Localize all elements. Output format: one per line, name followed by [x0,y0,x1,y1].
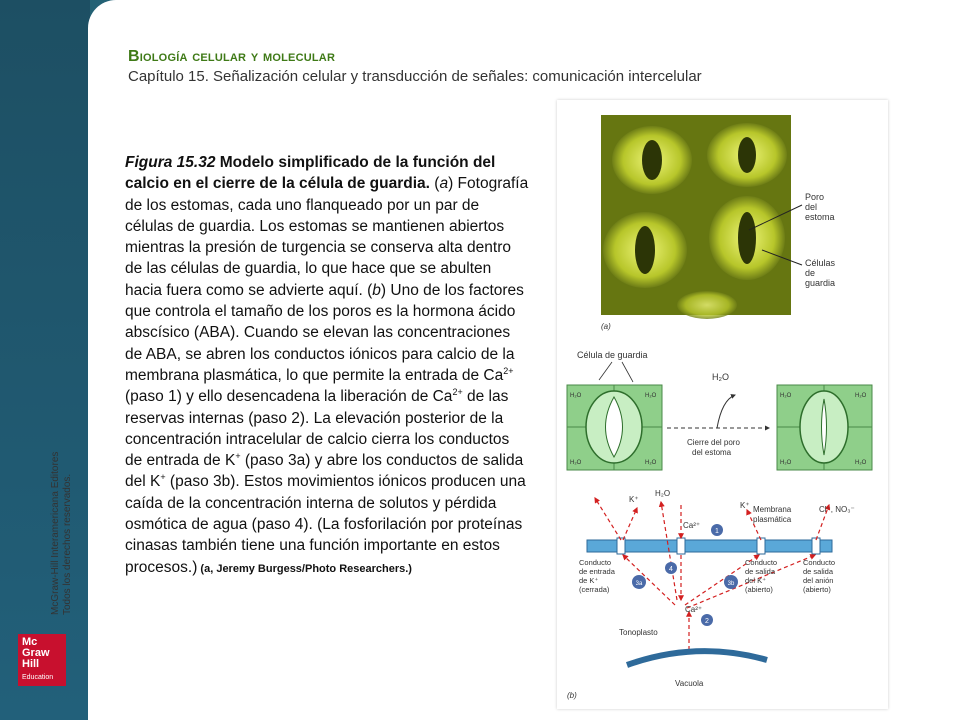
svg-text:de salida: de salida [803,567,834,576]
svg-text:del K⁺: del K⁺ [745,576,767,585]
label-cierre-poro: Cierre del poro [687,438,740,447]
svg-text:H₂O: H₂O [570,460,582,466]
label-tonoplasto: Tonoplasto [619,628,658,637]
svg-text:(abierto): (abierto) [803,585,831,594]
svg-text:de entrada: de entrada [579,567,615,576]
svg-text:del anión: del anión [803,576,834,585]
svg-text:H₂O: H₂O [780,460,792,466]
label-h2o-membrane: H₂O [655,489,671,498]
svg-text:de salida: de salida [745,567,776,576]
figure-caption: Figura 15.32 Modelo simplificado de la función del calcio en el cierre de la célula de guardia. (a) Fotografía de los estomas, cada uno flanqueado por un par de células de guardia. Los estomas se mantienen abiertos mientras la presión de turgencia se conserva alta dentro de las células de guardia, lo que hace que se abulten hacia fuera como se advierte aquí. (b) Uno de los factores que controla el tamaño de los poros es la hormona ácido abscísico (ABA). Cuando se elevan las concentraciones de ABA, se abren los conductos iónicos para calcio de la membrana plasmática, lo que permite la entrada de $Ca^{2+}$ (paso 1) y ello desencadena la liberación de $Ca^{2+}$ de las reservas internas (paso 2). La elevación posterior de la concentración intracelular de calcio cierra los conductos de entrada de K+ (paso 3a) y abre los conductos de salida del K+ (paso 3b). Estos movimientos iónicos producen una caída de la concentración interna de solutos y pérdida osmótica de agua (paso 4). (La fosforilación por proteínas cinasas también tiene una función importante en estos procesos.) (a, Jeremy Burgess/Photo Researchers.) [125,154,529,576]
label-celulas: Células [805,258,836,268]
panel-a-label: (a) [601,322,611,331]
label-ca-entry: Ca²⁺ [683,521,701,530]
svg-text:1: 1 [715,528,719,535]
label-ca-internal: Ca²⁺ [685,605,703,614]
publisher-vertical [50,395,74,615]
svg-text:estoma: estoma [805,212,835,222]
label-poro: Poro [805,192,825,202]
svg-text:3a: 3a [635,581,643,587]
svg-text:H₂O: H₂O [855,460,867,466]
svg-text:de: de [805,268,816,278]
mcgraw-hill-logo: Mc Graw Hill Education [18,634,66,686]
tonoplast [627,651,767,665]
chapter-subtitle: Capítulo 15. Señalización celular y transducción de señales: comunicación intercelular [128,68,702,85]
guard-cell-closed [777,385,872,470]
channel-labels [579,558,835,594]
svg-text:2: 2 [705,618,709,625]
guard-cell-open [567,385,662,470]
svg-text:H₂O: H₂O [780,393,792,399]
label-membrana: Membrana [753,505,792,514]
figure-number: Figura 15.32 [125,154,216,171]
label-k-exit: K⁺ [740,501,750,510]
svg-text:(abierto): (abierto) [745,585,773,594]
svg-text:Conducto: Conducto [579,558,612,567]
svg-text:del: del [805,202,818,212]
svg-text:3b: 3b [727,581,735,587]
svg-text:4: 4 [669,566,673,573]
label-celula-guardia: Célula de guardia [577,350,648,360]
left-sidebar [0,0,90,720]
panel-b-label: (b) [567,691,577,700]
svg-text:Conducto: Conducto [745,558,778,567]
svg-text:H₂O: H₂O [645,393,657,399]
svg-text:H₂O: H₂O [645,460,657,466]
book-title: Biología celular y molecular [128,48,336,65]
svg-text:H₂O: H₂O [855,393,867,399]
svg-text:del estoma: del estoma [692,448,732,457]
stomata-photo [601,115,802,319]
svg-text:(cerrada): (cerrada) [579,585,610,594]
figure-title: Modelo simplificado de la función del calcio en el cierre de la célula de guardia. [125,154,496,193]
label-k-entry: K⁺ [629,495,639,504]
svg-text:guardia: guardia [805,278,836,288]
svg-text:plasmática: plasmática [753,515,792,524]
figure-image [557,100,888,709]
label-anion: Cl⁻, NO₃⁻ [819,505,855,514]
stomata-diagram [557,100,888,709]
rights-text: Todos los derechos reservados. [62,473,73,615]
svg-text:H₂O: H₂O [570,393,582,399]
label-h2o-top: H₂O [712,372,729,382]
svg-text:Conducto: Conducto [803,558,836,567]
label-vacuola: Vacuola [675,679,704,688]
photo-credit: (a, Jeremy Burgess/Photo Researchers.) [197,562,412,575]
svg-text:de K⁺: de K⁺ [579,576,599,585]
publisher-text: McGraw-Hill Interamericana Editores [50,451,61,615]
